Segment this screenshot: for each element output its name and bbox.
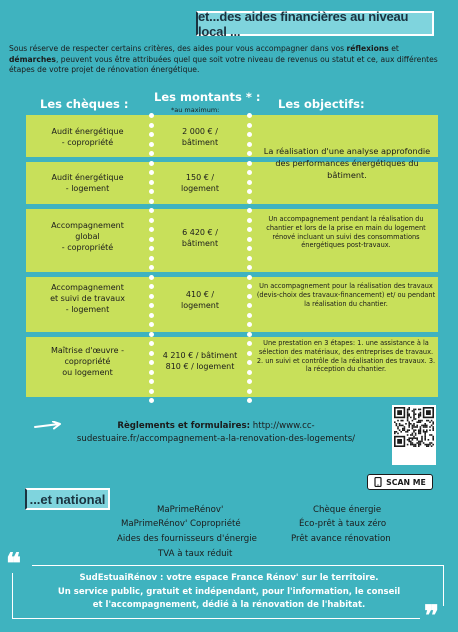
separator-dot — [247, 218, 252, 223]
separator-dot — [247, 227, 252, 232]
national-aid-item: Chèque énergie — [313, 505, 382, 515]
montant-value: 410 € / logement — [180, 290, 220, 310]
separator-dot — [149, 113, 154, 118]
separator-dot — [247, 170, 252, 175]
separator-dot — [247, 113, 252, 118]
section-title-local: et...des aides financières au niveau local ... — [196, 11, 434, 36]
intro-text-2: et — [388, 44, 399, 53]
intro-bold-1: réflexions — [346, 44, 389, 53]
column-head-objectifs: Les objectifs: — [278, 97, 365, 111]
objectif-text: La réalisation d'une analyse approfondie des performances énergétiques du bâtiment. — [263, 146, 431, 180]
separator-dot — [149, 199, 154, 204]
separator-dot — [247, 123, 252, 128]
reglements-label: Règlements et formulaires: — [117, 421, 251, 431]
separator-dot — [149, 398, 154, 403]
separator-dot — [149, 332, 154, 337]
open-quote-icon: ❝ — [6, 547, 22, 580]
objectif-text: Un accompagnement pour la réalisation des travaux (devis-choix des travaux-financement) et/ ou pendant la réalisation du chantier. — [256, 282, 436, 308]
separator-dot — [247, 379, 252, 384]
national-aid-item: MaPrimeRénov' — [157, 505, 224, 515]
quote-line: et l'accompagnement, dédié à la rénovation de l'habitat. — [92, 600, 366, 610]
separator-dot — [149, 275, 154, 280]
separator-dot — [247, 256, 252, 261]
qr-code-icon[interactable] — [392, 405, 436, 465]
separator-dot — [149, 151, 154, 156]
objectif-text: Une prestation en 3 étapes: 1. une assistance à la sélection des matériaux, des entreprises de travaux. 2. un suivi et contrôle de la réalisation des travaux. 3. la réception du chantier. — [256, 339, 436, 374]
separator-dot — [247, 265, 252, 270]
separator-dot — [247, 237, 252, 242]
separator-dot — [149, 303, 154, 308]
separator-dot — [149, 322, 154, 327]
separator-dot — [247, 208, 252, 213]
separator-dot — [247, 132, 252, 137]
montant-value: 2 000 € / bâtiment — [181, 127, 219, 147]
separator-dot — [247, 199, 252, 204]
separator-dot — [149, 123, 154, 128]
separator-dot — [149, 218, 154, 223]
separator-dot — [247, 332, 252, 337]
separator-dot — [149, 208, 154, 213]
separator-dot — [247, 180, 252, 185]
national-aid-item: Éco-prêt à taux zéro — [299, 519, 387, 529]
separator-dot — [247, 398, 252, 403]
separator-dot — [247, 151, 252, 156]
separator-dot — [149, 142, 154, 147]
separator-dot — [149, 132, 154, 137]
separator-dot — [247, 246, 252, 251]
separator-dot — [149, 313, 154, 318]
separator-dot — [149, 389, 154, 394]
separator-dot — [149, 180, 154, 185]
quote-line: Un service public, gratuit et indépendant, pour l'information, le conseil — [57, 586, 401, 597]
national-aid-item: Prêt avance rénovation — [291, 534, 391, 544]
separator-dot — [149, 379, 154, 384]
separator-dot — [149, 227, 154, 232]
quote-line: SudEstuaiRénov : votre espace France Rénov' sur le territoire. — [79, 573, 379, 583]
arrow-right-icon — [34, 421, 62, 431]
column-head-montants: Les montants * : — [154, 90, 261, 104]
intro-paragraph — [9, 44, 449, 76]
separator-dot — [247, 284, 252, 289]
intro-text-3: , peuvent vous être attribuées quel que soit votre niveau de revenus ou statut et ce, aux différentes étapes de votre projet de rénovation énergétique. — [9, 54, 438, 75]
separator-dot — [149, 189, 154, 194]
separator-dot — [247, 322, 252, 327]
separator-dot — [149, 237, 154, 242]
separator-dot — [247, 142, 252, 147]
separator-dot — [149, 265, 154, 270]
montant-value: 150 € / logement — [180, 173, 220, 193]
intro-text-1: Sous réserve de respecter certains critères, des aides pour vous accompagner dans vos — [9, 44, 347, 53]
separator-dot — [149, 256, 154, 261]
quote-text — [16, 572, 442, 613]
section-title-national: ...et national — [25, 488, 110, 510]
scan-me-badge — [367, 474, 433, 490]
separator-dot — [149, 246, 154, 251]
column-head-cheques: Les chèques : — [40, 97, 129, 111]
separator-dot — [247, 161, 252, 166]
separator-dot — [247, 189, 252, 194]
cheque-label: Audit énergétique - logement — [51, 173, 124, 193]
separator-dot — [247, 389, 252, 394]
cheque-label: Maîtrise d'œuvre - copropriété ou logement — [50, 346, 125, 377]
close-quote-icon: ❞ — [424, 599, 440, 632]
national-aid-item: MaPrimeRénov' Copropriété — [121, 519, 241, 529]
national-aid-item: Aides des fournisseurs d'énergie — [117, 534, 257, 544]
separator-dot — [149, 294, 154, 299]
cheque-label: Accompagnement global - copropriété — [51, 221, 124, 252]
separator-dot — [149, 341, 154, 346]
column-note-montants: *au maximum: — [171, 106, 220, 114]
scan-me-label: SCAN ME — [386, 477, 426, 487]
separator-dot — [247, 341, 252, 346]
separator-dot — [247, 303, 252, 308]
montant-value: 4 210 € / bâtiment 810 € / logement — [162, 351, 238, 371]
separator-dot — [149, 170, 154, 175]
montant-value: 6 420 € / bâtiment — [181, 228, 219, 248]
reglements-link[interactable] — [66, 420, 366, 446]
separator-dot — [247, 275, 252, 280]
phone-icon — [374, 477, 382, 487]
separator-dot — [247, 313, 252, 318]
cheque-label: Audit énergétique - copropriété — [51, 127, 124, 147]
separator-dot — [247, 294, 252, 299]
reglements-url[interactable]: http://www.cc-sudestuaire.fr/accompagnement-a-la-renovation-des-logements/ — [76, 421, 356, 444]
separator-dot — [149, 284, 154, 289]
objectif-text: Un accompagnement pendant la réalisation du chantier et lors de la prise en main du logement rénové incluant un suivi des consommations énergétiques post-travaux. — [266, 215, 426, 250]
national-aid-item: TVA à taux réduit — [158, 549, 233, 559]
intro-bold-2: démarches — [9, 54, 56, 64]
separator-dot — [149, 161, 154, 166]
cheque-label: Accompagnement et suivi de travaux - logement — [50, 283, 125, 314]
